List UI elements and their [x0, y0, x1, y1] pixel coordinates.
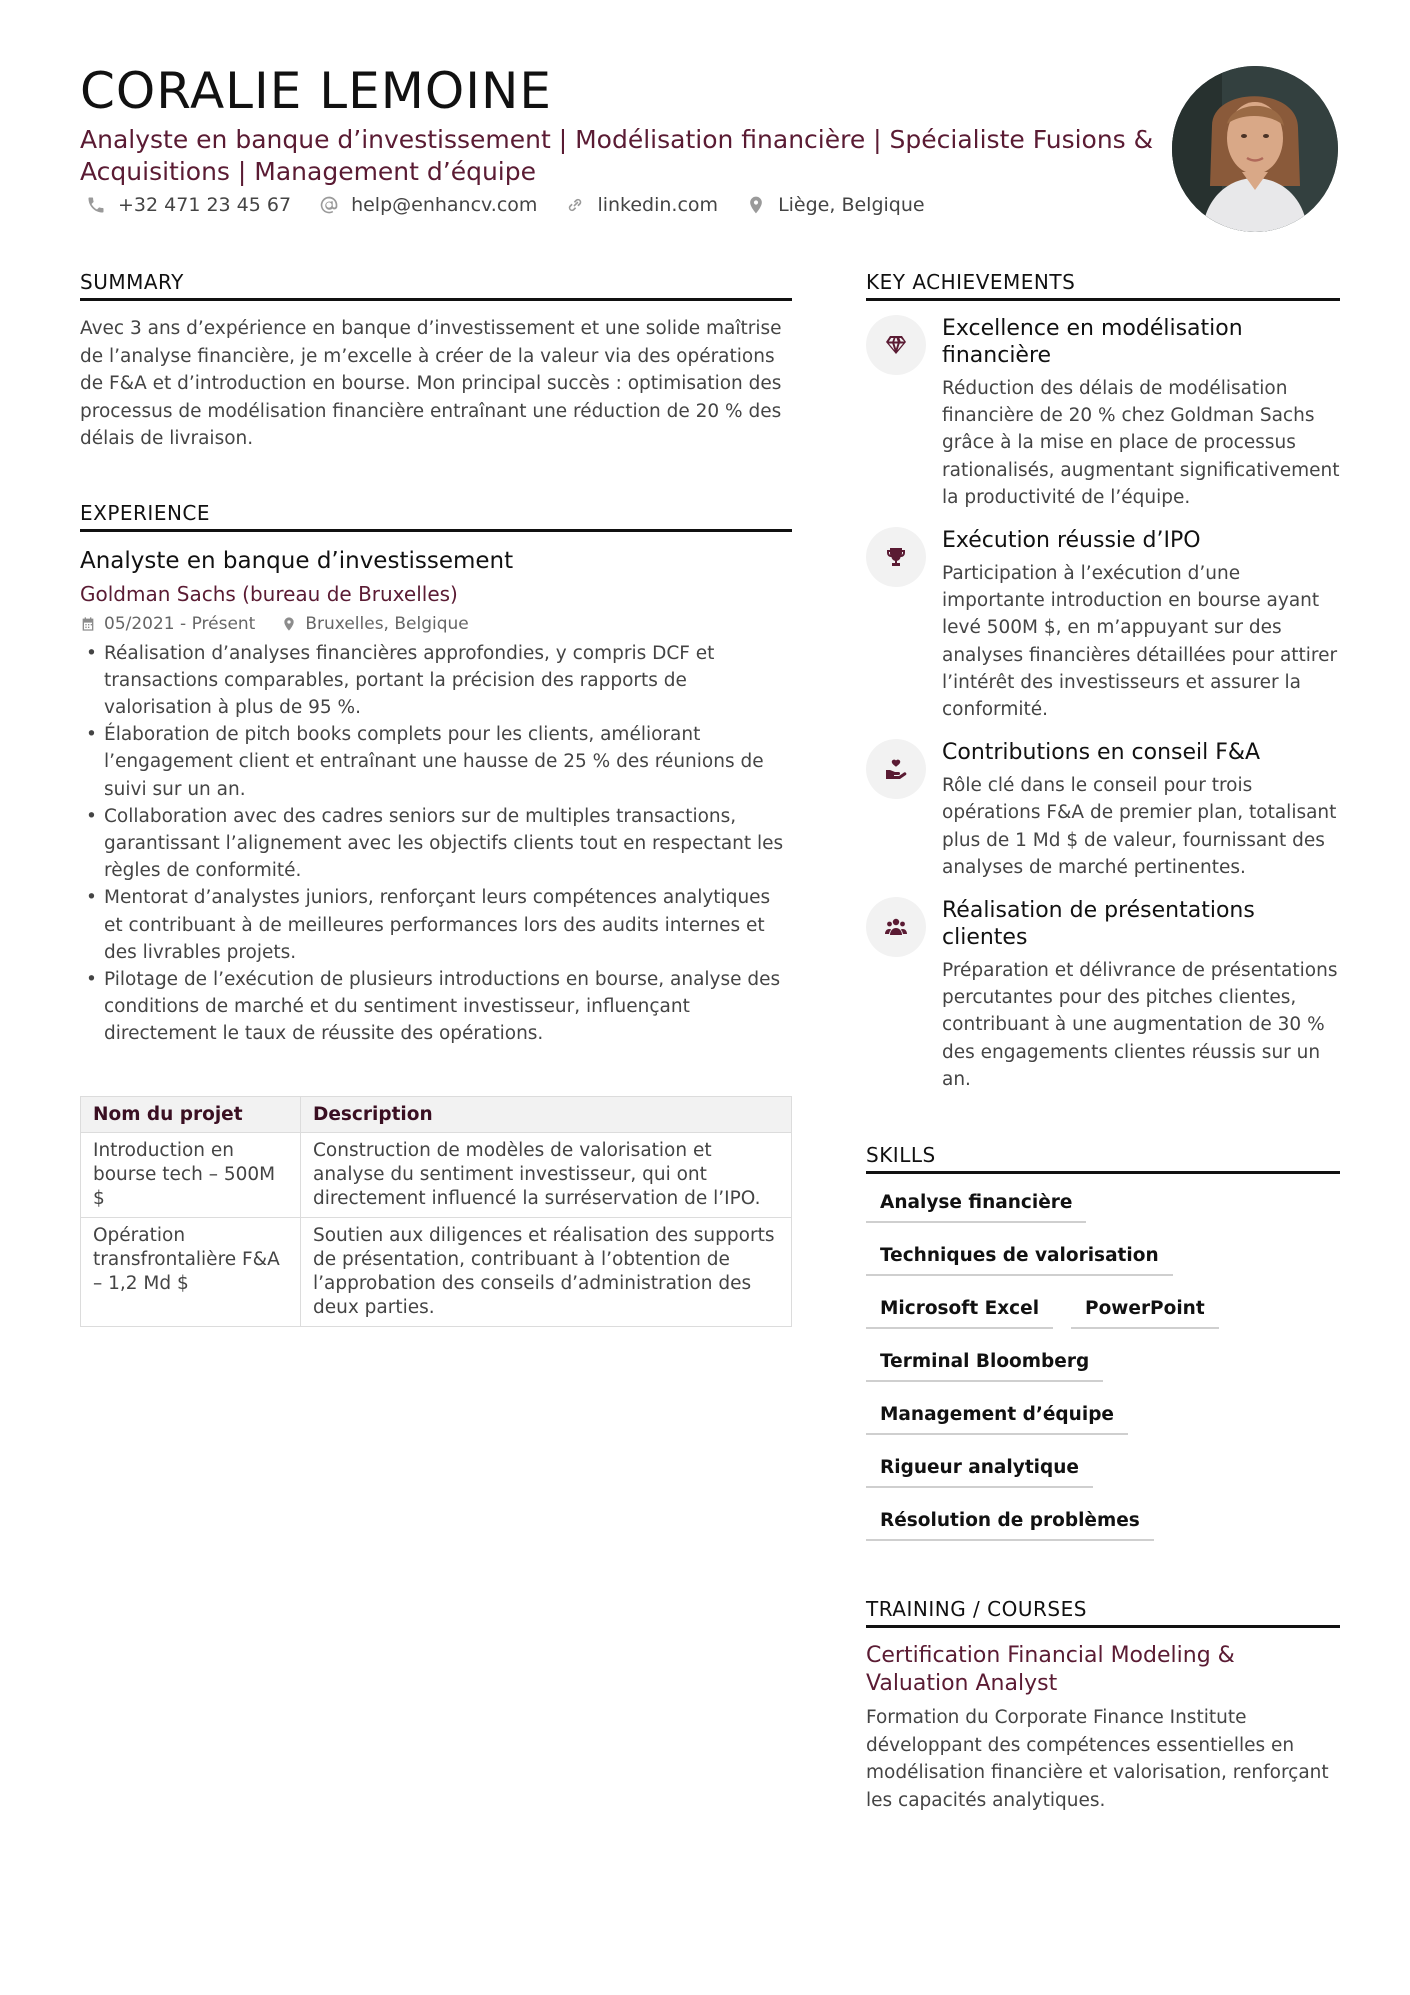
project-name-cell: Introduction en bourse tech – 500M $	[81, 1132, 301, 1217]
job-bullet: • Élaboration de pitch books complets pour les clients, améliorant l’engagement client et entraînant une hausse de 25 % des réunions de suivi sur un an.	[80, 721, 792, 803]
location-text: Liège, Belgique	[778, 194, 925, 216]
job-title: Analyste en banque d’investissement	[80, 547, 514, 574]
skill-tag: Management d’équipe	[866, 1396, 1128, 1435]
achievement-title: Contributions en conseil F&A	[942, 740, 1261, 766]
achievement-title: Excellence en modélisation financière	[942, 316, 1243, 368]
right-column	[866, 270, 1340, 1814]
achievement-body	[942, 527, 1340, 723]
skill-tag: Analyse financière	[866, 1184, 1086, 1223]
achievement-description: Préparation et délivrance de présentations percutantes pour des pitches clientes, contribuant à une augmentation de 30 % des engagements clientes réussis sur un an.	[942, 960, 1338, 1090]
experience-section	[80, 501, 792, 1327]
job-dates-text: 05/2021 - Présent	[104, 613, 256, 634]
achievements-list	[866, 315, 1340, 1093]
skills-section	[866, 1143, 1340, 1541]
course-title: Certification Financial Modeling & Valuation Analyst	[866, 1643, 1235, 1697]
achievement-icon-badge	[866, 315, 926, 375]
achievement-item	[866, 739, 1340, 881]
achievement-item	[866, 315, 1340, 511]
at-icon	[319, 195, 339, 215]
achievement-icon-badge	[866, 739, 926, 799]
achievement-title: Exécution réussie d’IPO	[942, 528, 1201, 554]
achievement-description: Rôle clé dans le conseil pour trois opérations F&A de premier plan, totalisant plus de 1 Md $ de valeur, fournissant des analyses de marché pertinentes.	[942, 775, 1337, 878]
training-section	[866, 1597, 1340, 1814]
users-icon	[884, 915, 908, 939]
project-name-cell: Opération transfrontalière F&A – 1,2 Md $	[81, 1217, 301, 1326]
phone-text: +32 471 23 45 67	[118, 194, 292, 216]
achievement-icon-badge	[866, 897, 926, 957]
contact-linkedin[interactable]	[565, 194, 718, 216]
job-bullet: • Pilotage de l’exécution de plusieurs introductions en bourse, analyse des conditions de marché et du sentiment investisseur, influençant directement le taux de réussite des opérations.	[80, 966, 792, 1048]
job-dates	[80, 614, 255, 634]
experience-heading: EXPERIENCE	[80, 501, 792, 532]
job-meta	[80, 614, 792, 634]
achievement-body	[942, 897, 1340, 1093]
summary-section	[80, 270, 792, 453]
hand-heart-icon	[884, 757, 908, 781]
link-icon	[565, 195, 585, 215]
achievements-heading: KEY ACHIEVEMENTS	[866, 270, 1340, 301]
contact-email[interactable]	[319, 194, 537, 216]
training-heading: TRAINING / COURSES	[866, 1597, 1340, 1628]
summary-heading: SUMMARY	[80, 270, 792, 301]
achievement-body	[942, 739, 1340, 881]
location-pin-icon	[281, 616, 297, 632]
summary-text: Avec 3 ans d’expérience en banque d’investissement et une solide maîtrise de l’analyse financière, je m’excelle à créer de la valeur via des opérations de F&A et d’introduction en bourse. Mon principal succès : optimisation des processus de modélisation financière entraînant une réduction de 20 % des délais de livraison.	[80, 318, 782, 449]
skill-tag: Rigueur analytique	[866, 1449, 1093, 1488]
skill-tag: Microsoft Excel	[866, 1290, 1053, 1329]
contact-location	[746, 194, 925, 216]
projects-table	[80, 1096, 792, 1327]
job-location-text: Bruxelles, Belgique	[305, 613, 469, 634]
trophy-icon	[884, 545, 908, 569]
headline: Analyste en banque d’investissement | Modélisation financière | Spécialiste Fusions & Acquisitions | Management d’équipe	[80, 125, 1154, 186]
calendar-icon	[80, 616, 96, 632]
table-header-project: Nom du projet	[81, 1096, 301, 1132]
contact-phone	[86, 194, 291, 216]
achievement-description: Participation à l’exécution d’une importante introduction en bourse ayant levé 500M $, en m’appuyant sur des analyses financières détaillées pour attirer l’intérêt des investisseurs et assurer la conformité.	[942, 563, 1338, 721]
achievement-description: Réduction des délais de modélisation financière de 20 % chez Goldman Sachs grâce à la mise en place de processus rationalisés, augmentant significativement la productivité de l’équipe.	[942, 378, 1340, 508]
achievement-item	[866, 897, 1340, 1093]
skill-tag: Techniques de valorisation	[866, 1237, 1173, 1276]
project-description-cell: Soutien aux diligences et réalisation des supports de présentation, contribuant à l’obtention de l’approbation des conseils d’administration des deux parties.	[301, 1217, 792, 1326]
achievement-title: Réalisation de présentations clientes	[942, 898, 1255, 951]
achievement-body	[942, 315, 1340, 511]
achievement-item	[866, 527, 1340, 723]
achievements-section	[866, 270, 1340, 1093]
left-column	[80, 270, 792, 1327]
table-row	[81, 1132, 792, 1217]
project-description-cell: Construction de modèles de valorisation et analyse du sentiment investisseur, qui ont directement influencé la surréservation de l’IPO.	[301, 1132, 792, 1217]
table-row	[81, 1217, 792, 1326]
course-description: Formation du Corporate Finance Institute développant des compétences essentielles en modélisation financière et valorisation, renforçant les capacités analytiques.	[866, 1707, 1329, 1811]
skill-tag: Terminal Bloomberg	[866, 1343, 1103, 1382]
diamond-icon	[884, 333, 908, 357]
job-location	[281, 614, 468, 634]
portrait-illustration	[1172, 66, 1338, 232]
skills-heading: SKILLS	[866, 1143, 1340, 1174]
phone-icon	[86, 195, 106, 215]
skill-tag: PowerPoint	[1071, 1290, 1219, 1329]
job-bullets	[80, 640, 792, 1048]
table-header-description: Description	[301, 1096, 792, 1132]
job-bullet: • Collaboration avec des cadres seniors sur de multiples transactions, garantissant l’alignement avec les objectifs clients tout en respectant les règles de conformité.	[80, 803, 792, 885]
company-name: Goldman Sachs (bureau de Bruxelles)	[80, 581, 458, 606]
table-header-row	[81, 1096, 792, 1132]
skill-tag: Résolution de problèmes	[866, 1502, 1154, 1541]
linkedin-text: linkedin.com	[597, 194, 719, 216]
skills-list	[866, 1184, 1340, 1541]
location-pin-icon	[746, 195, 766, 215]
job-bullet: • Réalisation d’analyses financières approfondies, y compris DCF et transactions comparables, portant la précision des rapports de valorisation à plus de 95 %.	[80, 640, 792, 722]
candidate-name: CORALIE LEMOINE	[80, 62, 552, 120]
email-text: help@enhancv.com	[351, 194, 538, 216]
job-bullet: • Mentorat d’analystes juniors, renforçant leurs compétences analytiques et contribuant à de meilleures performances lors des audits internes et des livrables projets.	[80, 884, 792, 966]
achievement-icon-badge	[866, 527, 926, 587]
profile-photo	[1172, 66, 1338, 232]
contact-bar	[86, 194, 925, 216]
